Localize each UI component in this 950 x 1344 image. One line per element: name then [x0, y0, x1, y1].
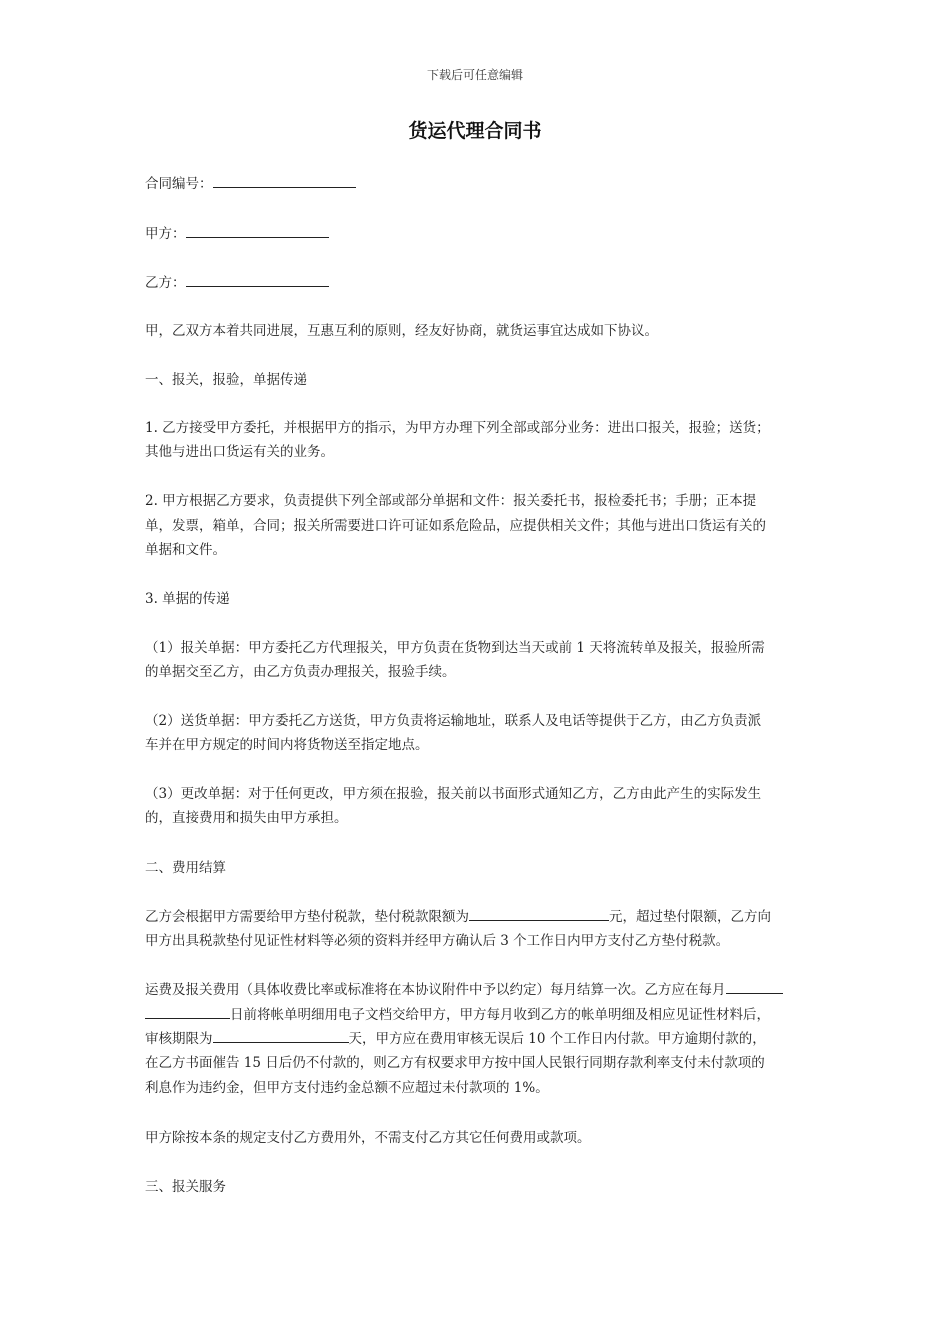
- item2-line1: 2. 甲方根据乙方要求，负责提供下列全部或部分单据和文件：报关委托书，报检委托书；手册；正本提: [145, 493, 757, 509]
- other-fees-paragraph: 甲方除按本条的规定支付乙方费用外，不需支付乙方其它任何费用或款项。: [145, 1130, 591, 1146]
- tax-text-a: 乙方会根据甲方需要给甲方垫付税款，垫付税款限额为: [145, 909, 469, 925]
- item2-line2: 单，发票，箱单，合同；报关所需要进口许可证如系危险品，应提供相关文件；其他与进出口货运有关的: [145, 518, 766, 534]
- review-period-blank: [213, 1028, 349, 1043]
- item1-line2: 其他与进出口货运有关的业务。: [145, 444, 334, 460]
- monthly-day-blank-a: [726, 979, 783, 994]
- party-a-blank: [186, 223, 329, 238]
- party-a-field: [145, 222, 805, 246]
- header-note: 下载后可任意编辑: [426, 68, 523, 82]
- tax-paragraph-line1: [145, 905, 805, 929]
- item2-line3: 单据和文件。: [145, 542, 226, 558]
- contract-number-blank: [213, 173, 356, 188]
- party-b-label: 乙方：: [145, 275, 186, 291]
- sub3-line1: （3）更改单据：对于任何更改，甲方须在报验，报关前以书面形式通知乙方，乙方由此产生的实际发生: [145, 786, 762, 802]
- section3-heading: 三、报关服务: [145, 1179, 226, 1195]
- fee-paragraph-line4: 在乙方书面催告 15 日后仍不付款的，则乙方有权要求甲方按中国人民银行同期存款利率支付未付款项的: [145, 1055, 765, 1071]
- tax-limit-blank: [469, 906, 609, 921]
- fee-paragraph-line5: 利息作为违约金，但甲方支付违约金总额不应超过未付款项的 1%。: [145, 1080, 549, 1096]
- sub1-line2: 的单据交至乙方，由乙方负责办理报关，报验手续。: [145, 664, 456, 680]
- fee-paragraph-line2: [145, 1003, 805, 1027]
- party-b-field: [145, 271, 805, 295]
- fee-text-3b: 天，甲方应在费用审核无误后 10 个工作日内付款。甲方逾期付款的，: [348, 1031, 766, 1047]
- sub2-line1: （2）送货单据：甲方委托乙方送货，甲方负责将运输地址，联系人及电话等提供于乙方，由乙方负责派: [145, 713, 762, 729]
- tax-paragraph-line2: 甲方出具税款垫付见证性材料等必须的资料并经甲方确认后 3 个工作日内甲方支付乙方垫付税款。: [145, 933, 730, 949]
- fee-paragraph-line3: [145, 1027, 805, 1051]
- sub2-line2: 车并在甲方规定的时间内将货物送至指定地点。: [145, 737, 429, 753]
- document-title: 货运代理合同书: [408, 120, 542, 142]
- item3-heading: 3. 单据的传递: [145, 591, 230, 607]
- fee-text-2: 日前将帐单明细用电子文档交给甲方，甲方每月收到乙方的帐单明细及相应见证性材料后，: [230, 1007, 770, 1023]
- fee-text-3a: 审核期限为: [145, 1031, 213, 1047]
- fee-text-1: 运费及报关费用（具体收费比率或标准将在本协议附件中予以约定）每月结算一次。乙方应在每月: [145, 982, 726, 998]
- contract-number-label: 合同编号：: [145, 176, 213, 192]
- tax-text-b: 元，超过垫付限额，乙方向: [609, 909, 771, 925]
- sub3-line2: 的，直接费用和损失由甲方承担。: [145, 810, 348, 826]
- contract-number-field: [145, 172, 805, 196]
- intro-paragraph: 甲，乙双方本着共同进展，互惠互利的原则，经友好协商，就货运事宜达成如下协议。: [145, 323, 658, 339]
- section1-heading: 一、报关，报验，单据传递: [145, 372, 307, 388]
- party-b-blank: [186, 272, 329, 287]
- monthly-day-blank-b: [145, 1004, 230, 1019]
- fee-paragraph-line1: [145, 978, 805, 1002]
- party-a-label: 甲方：: [145, 226, 186, 242]
- item1-line1: 1. 乙方接受甲方委托，并根据甲方的指示，为甲方办理下列全部或部分业务：进出口报关，报验；送货；: [145, 420, 770, 436]
- section2-heading: 二、费用结算: [145, 860, 226, 876]
- sub1-line1: （1）报关单据：甲方委托乙方代理报关，甲方负责在货物到达当天或前 1 天将流转单及报关，报验所需: [145, 640, 765, 656]
